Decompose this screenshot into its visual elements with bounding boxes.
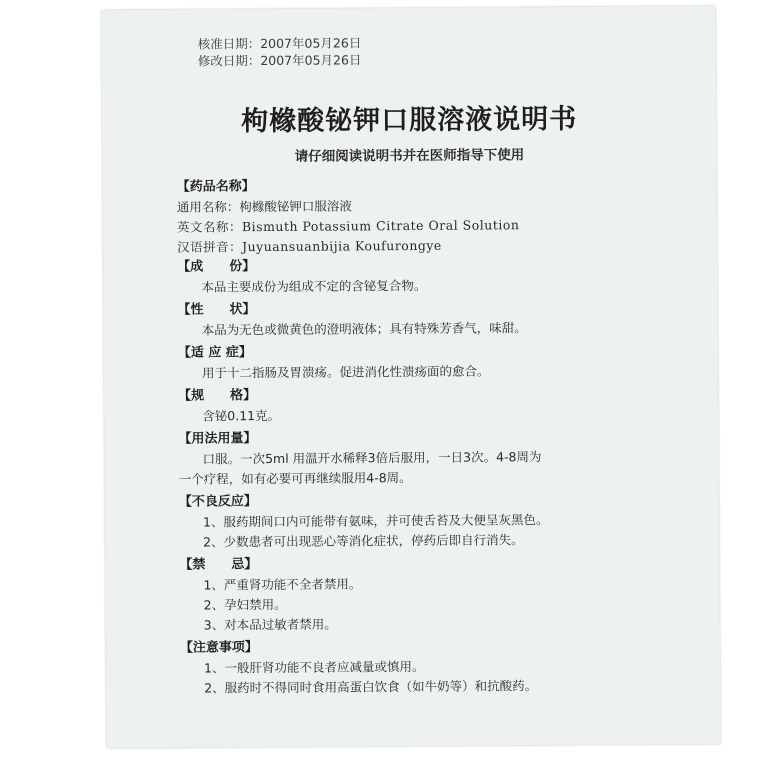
revised-date: 修改日期：2007年05月26日 [197,52,362,69]
indications-text: 用于十二指肠及胃溃疡。促进消化性溃疡面的愈合。 [201,363,490,381]
instruction-leaflet [101,6,720,748]
section-heading-properties: 【性 状】 [177,302,256,318]
dosage-line-2: 一个疗程，如有必要可再继续服用4-8周。 [178,469,412,487]
approval-dates [198,34,362,69]
adverse-item-2: 2、少数患者可出现恶心等消化症状，停药后即自行消失。 [203,532,524,550]
precaution-item-2: 2、服药时不得同时食用高蛋白饮食（如牛奶等）和抗酸药。 [204,678,538,696]
section-heading-ingredients: 【成 份】 [177,259,256,275]
leaflet-content [177,174,701,699]
section-heading-contraindications: 【禁 忌】 [179,557,258,573]
adverse-item-1: 1、服药期间口内可能带有氨味，并可使舌苔及大便呈灰黑色。 [202,512,549,530]
section-heading-indications: 【适 应 症】 [177,345,252,361]
generic-name: 通用名称：枸橼酸铋钾口服溶液 [176,198,352,215]
section-heading-drug-name: 【药品名称】 [176,179,255,195]
english-name: 英文名称：Bismuth Potassium Citrate Oral Solution [176,217,520,235]
contraindication-item-3: 3、对本品过敏者禁用。 [203,616,337,633]
contraindication-item-1: 1、严重肾功能不全者禁用。 [203,576,362,593]
section-heading-specification: 【规 格】 [178,388,257,404]
specification-text: 含铋0.11克。 [202,407,281,424]
document-title: 枸橼酸铋钾口服溶液说明书 [241,103,578,138]
section-heading-dosage: 【用法用量】 [178,431,257,447]
pinyin-name: 汉语拼音：Juyuansuanbijia Koufurongye [177,237,442,255]
section-heading-adverse-reactions: 【不良反应】 [178,494,257,510]
document-subtitle: 请仔细阅读说明书并在医师指导下使用 [294,147,525,165]
section-heading-precautions: 【注意事项】 [179,640,258,656]
contraindication-item-2: 2、孕妇禁用。 [203,596,287,613]
ingredients-text: 本品主要成份为组成不定的含铋复合物。 [201,277,427,295]
properties-text: 本品为无色或微黄色的澄明液体；具有特殊芳香气，味甜。 [201,320,527,338]
dosage-line-1: 口服。一次5ml 用温开水稀释3倍后服用，一日3次。4-8周为 [202,449,542,467]
approved-date: 核准日期：2007年05月26日 [197,35,362,52]
precaution-item-1: 1、一般肝肾功能不良者应减量或慎用。 [203,658,425,676]
